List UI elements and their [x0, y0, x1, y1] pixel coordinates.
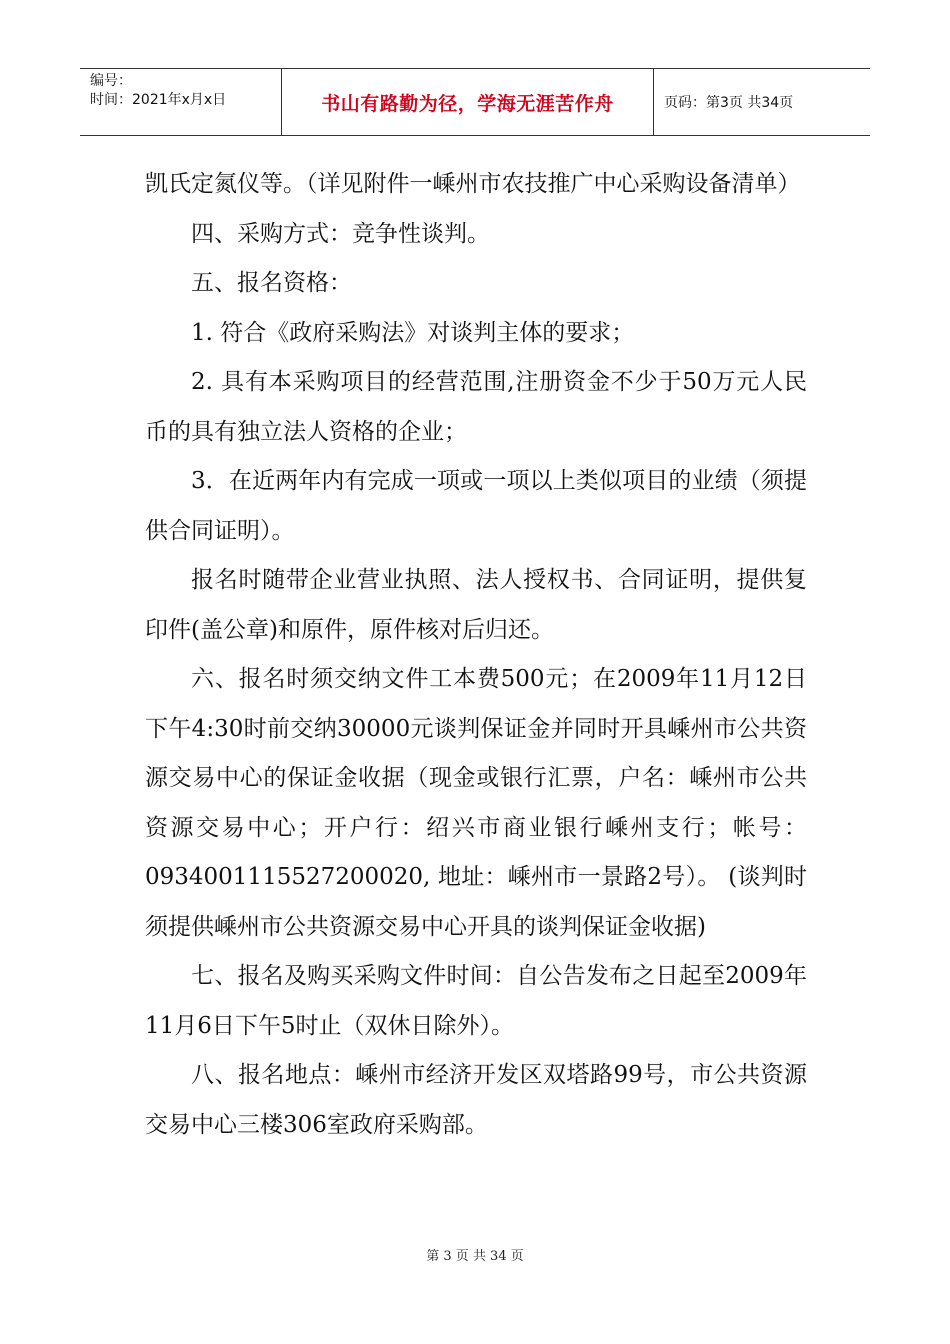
- paragraph-procurement-method: 四、采购方式：竞争性谈判。: [191, 220, 490, 247]
- paragraph-continuation: 凯氏定氮仪等。（详见附件一嵊州市农技推广中心采购设备清单）: [145, 171, 801, 197]
- document-body: [145, 160, 807, 1150]
- paragraph-eligibility-2: 2. 具有本采购项目的经营范围,注册资金不少于50万元人民币的具有独立法人资格的企业；: [145, 369, 807, 445]
- document-number-label: 编号：: [90, 73, 132, 89]
- document-header: [80, 68, 870, 136]
- paragraph-eligibility-heading: 五、报名资格：: [191, 270, 352, 296]
- header-motto: 书山有路勤为径，学海无涯苦作舟: [282, 69, 654, 135]
- paragraph-registration-documents: 报名时随带企业营业执照、法人授权书、合同证明，提供复印件(盖公章)和原件，原件核对后归还。: [145, 567, 807, 643]
- paragraph-eligibility-1: 1. 符合《政府采购法》对谈判主体的要求；: [191, 319, 635, 346]
- paragraph-registration-location: 八、报名地点：嵊州市经济开发区双塔路99号，市公共资源交易中心三楼306室政府采购部。: [145, 1062, 807, 1138]
- header-meta: [80, 69, 282, 135]
- paragraph-fees-deposit: 六、报名时须交纳文件工本费500元；在2009年11月12日下午4:30时前交纳30000元谈判保证金并同时开具嵊州市公共资源交易中心的保证金收据（现金或银行汇票，户名：嵊州市公共资源交易中心；开户行：绍兴市商业银行嵊州支行；帐号：0934001115527200020, 地址：嵊州市一景路2号）。 (谈判时须提供嵊州市公共资源交易中心开具的谈判保证金收据): [145, 666, 807, 940]
- document-time-label: 时间：2021年x月x日: [90, 92, 227, 108]
- paragraph-registration-time: 七、报名及购买采购文件时间：自公告发布之日起至2009年11月6日下午5时止（双休日除外）。: [145, 963, 807, 1039]
- header-page-info: 页码：第3页 共34页: [664, 95, 794, 111]
- paragraph-eligibility-3: 3．在近两年内有完成一项或一项以上类似项目的业绩（须提供合同证明）。: [145, 468, 807, 544]
- page-footer: 第 3 页 共 34 页: [426, 1249, 524, 1264]
